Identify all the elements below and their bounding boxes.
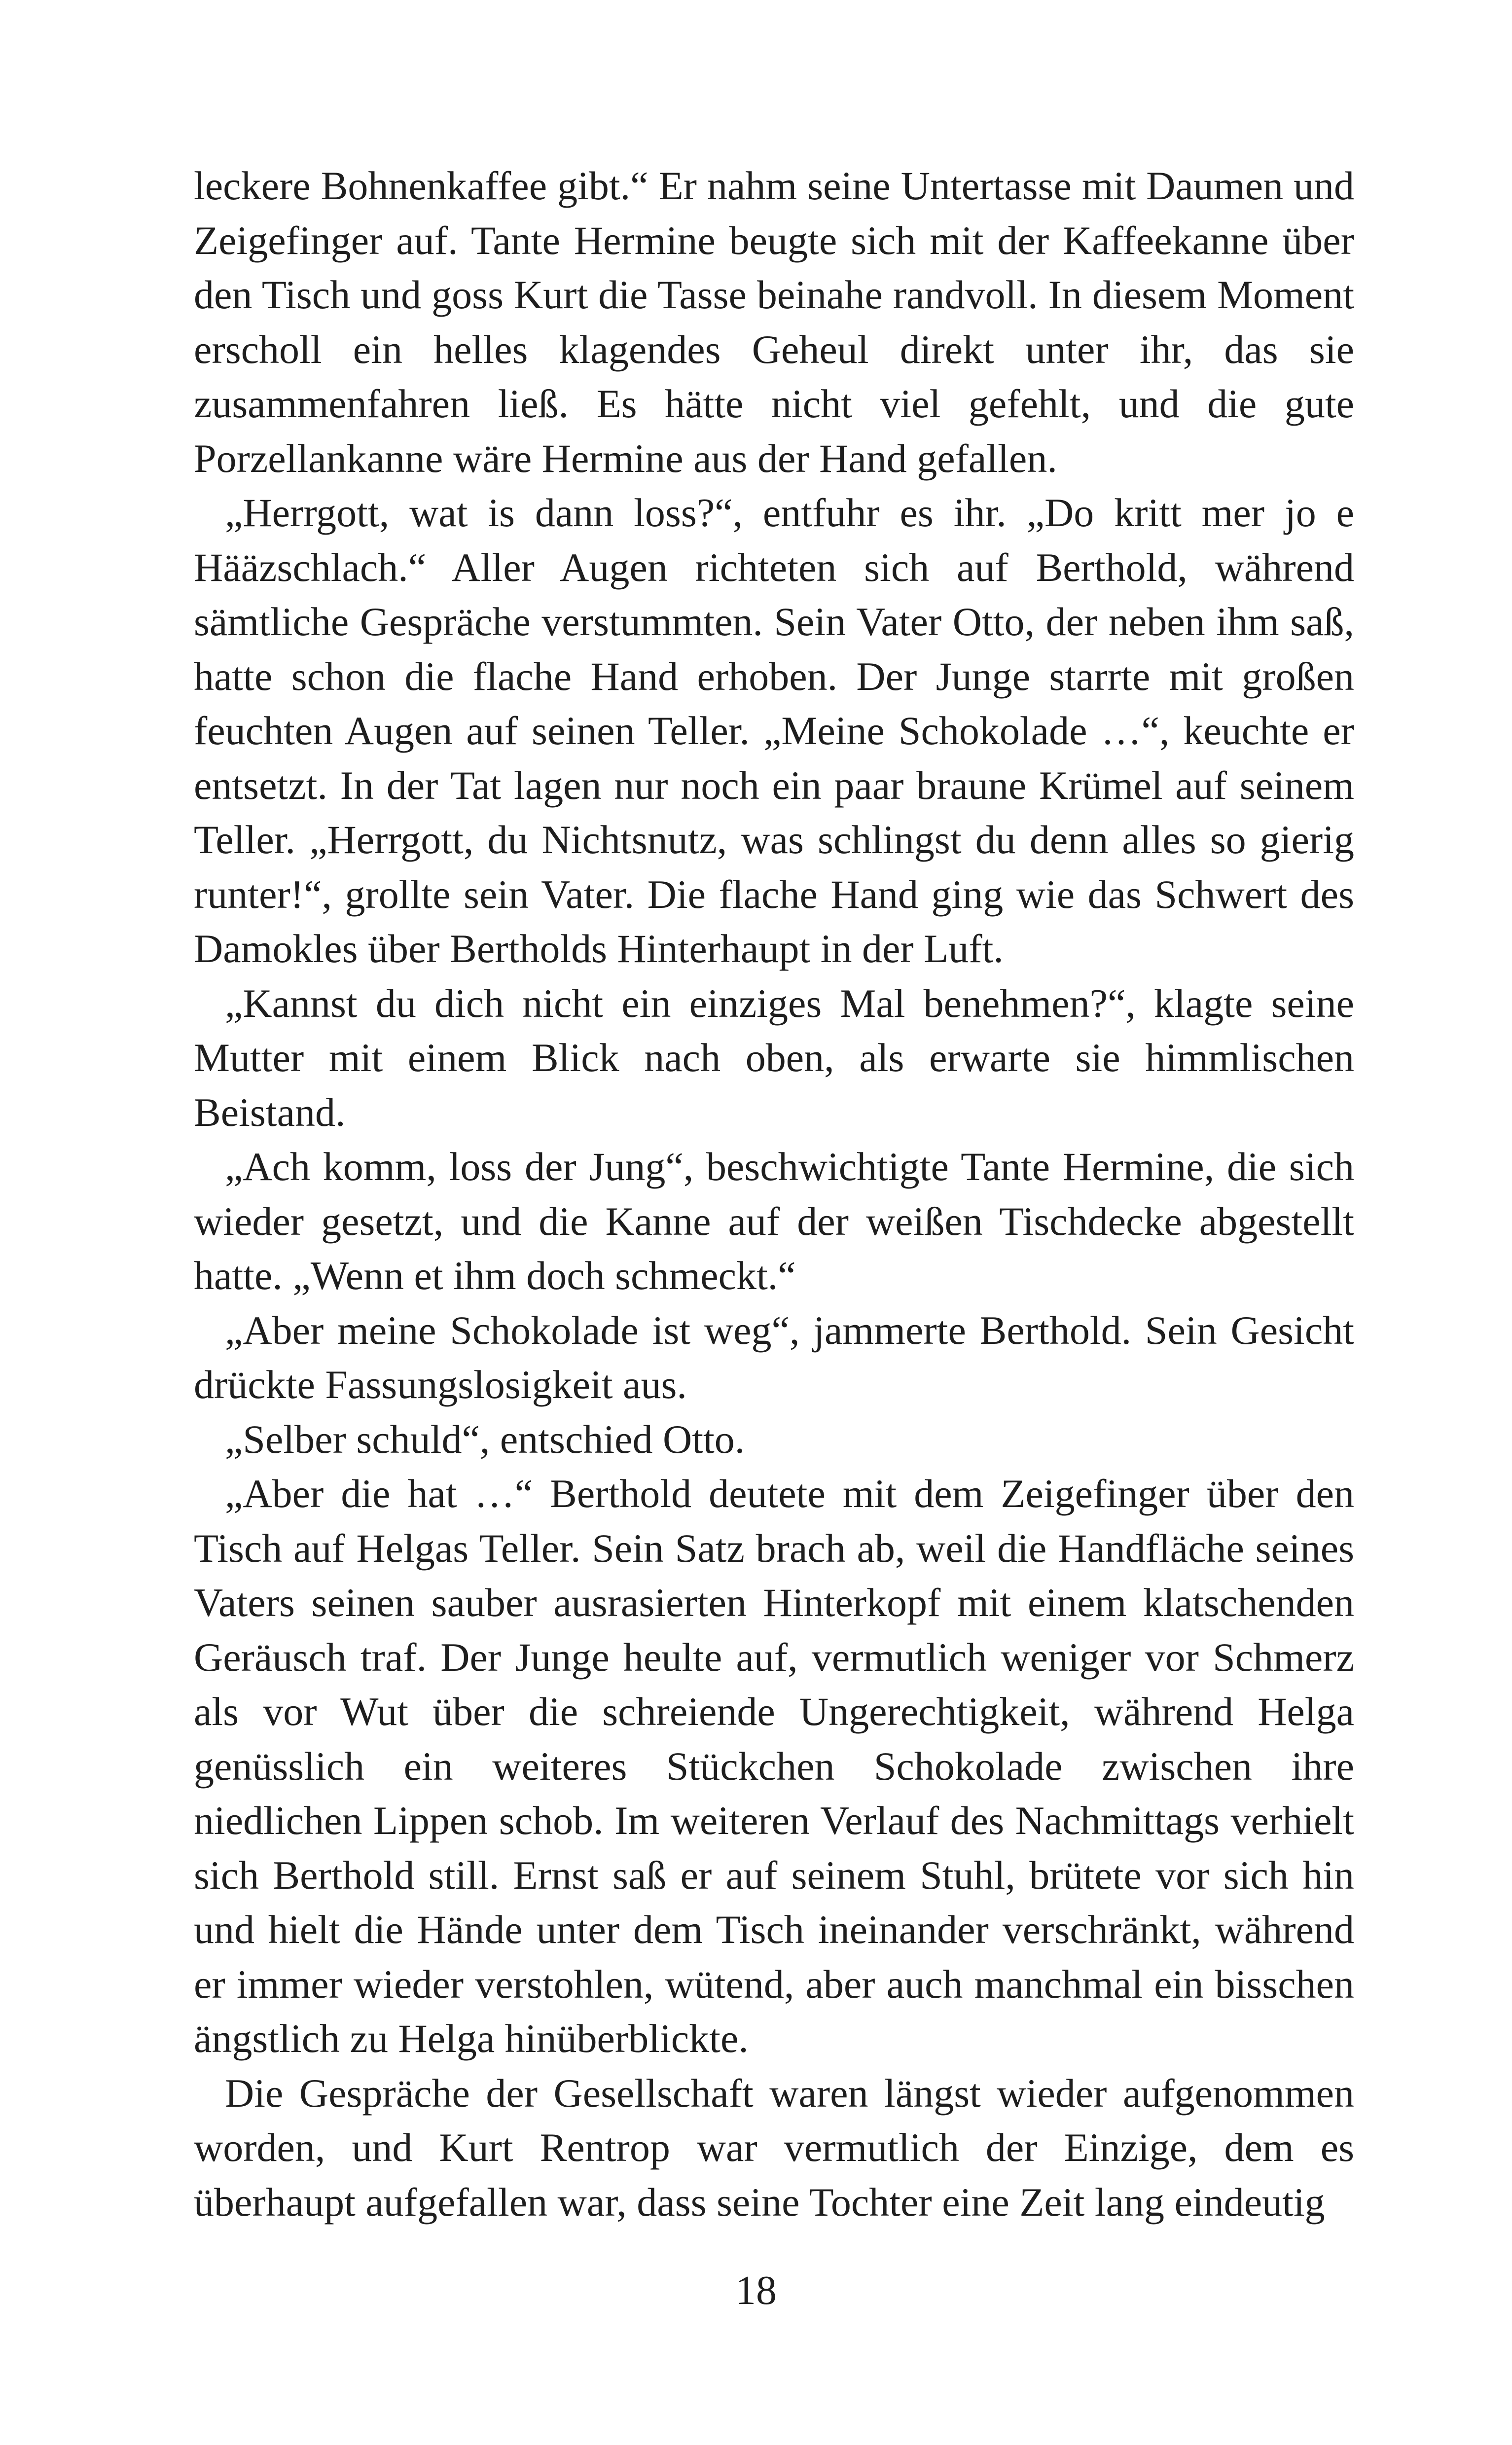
- page-number: 18: [735, 2267, 777, 2313]
- paragraph-2: „Herrgott, wat is dann loss?“, entfuhr es ihr. „Do kritt mer jo e Hääzschlach.“ Aller Augen richteten sich auf Berthold, während sämtliche Gespräche verstummten. Sein Vater Otto, der neben ihm saß, hatte schon die flache Hand erhoben. Der Junge starrte mit großen feuchten Augen auf seinen Teller. „Meine Schokolade …“, keuchte er entsetzt. In der Tat lagen nur noch ein paar braune Krümel auf seinem Teller. „Herrgott, du Nichtsnutz, was schlingst du denn alles so gierig runter!“, grollte sein Vater. Die flache Hand ging wie das Schwert des Damokles über Bertholds Hinterhaupt in der Luft.: [194, 490, 1354, 971]
- paragraph-3: „Kannst du dich nicht ein einziges Mal benehmen?“, klagte seine Mutter mit einem Blick nach oben, als erwarte sie himmlischen Beistand.: [194, 980, 1354, 1135]
- body-text: [194, 159, 1354, 2229]
- paragraph-6: „Selber schuld“, entschied Otto.: [225, 1416, 745, 1462]
- paragraph-5: „Aber meine Schokolade ist weg“, jammerte Berthold. Sein Gesicht drückte Fassungslosigkeit aus.: [194, 1307, 1354, 1407]
- paragraph-1: leckere Bohnenkaffee gibt.“ Er nahm seine Untertasse mit Daumen und Zeigefinger auf. Tante Hermine beugte sich mit der Kaffeekanne über den Tisch und goss Kurt die Tasse beinahe randvoll. In diesem Moment erscholl ein helles klagendes Geheul direkt unter ihr, das sie zusammenfahren ließ. Es hätte nicht viel gefehlt, und die gute Porzellankanne wäre Hermine aus der Hand gefallen.: [194, 163, 1354, 481]
- paragraph-4: „Ach komm, loss der Jung“, beschwichtigte Tante Hermine, die sich wieder gesetzt, und die Kanne auf der weißen Tischdecke abgestellt hatte. „Wenn et ihm doch schmeckt.“: [194, 1144, 1354, 1298]
- paragraph-7: „Aber die hat …“ Berthold deutete mit dem Zeigefinger über den Tisch auf Helgas Teller. Sein Satz brach ab, weil die Handfläche seines Vaters seinen sauber ausrasierten Hinterkopf mit einem klatschenden Geräusch traf. Der Junge heulte auf, vermutlich weniger vor Schmerz als vor Wut über die schreiende Ungerechtigkeit, während Helga genüsslich ein weiteres Stückchen Schokolade zwischen ihre niedlichen Lippen schob. Im weiteren Verlauf des Nachmittags verhielt sich Berthold still. Ernst saß er auf seinem Stuhl, brütete vor sich hin und hielt die Hände unter dem Tisch ineinander verschränkt, während er immer wieder verstohlen, wütend, aber auch manchmal ein bisschen ängstlich zu Helga hinüberblickte.: [194, 1471, 1354, 2061]
- paragraph-8: Die Gespräche der Gesellschaft waren längst wieder aufgenommen worden, und Kurt Rentrop war vermutlich der Einzige, dem es überhaupt aufgefallen war, dass seine Tochter eine Zeit lang eindeutig: [194, 2070, 1354, 2225]
